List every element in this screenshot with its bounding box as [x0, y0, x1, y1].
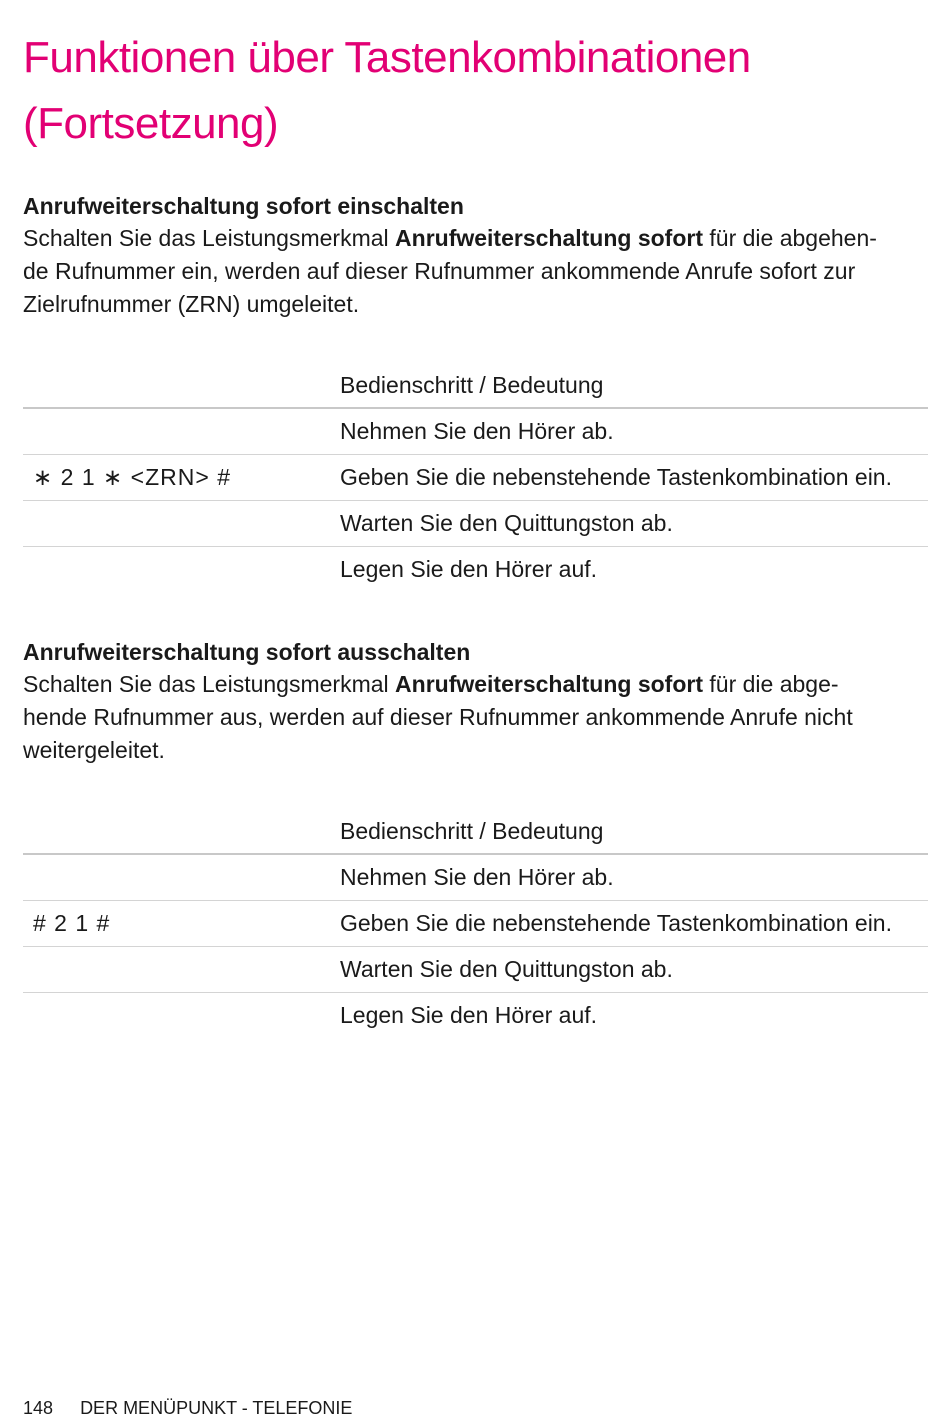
section-heading: Anrufweiterschaltung sofort ausschalten [23, 639, 471, 665]
table-row [23, 501, 928, 547]
key-combination [23, 947, 340, 993]
steps-table [23, 807, 928, 1038]
page-title-line1: Funktionen über Tastenkombinationen [23, 33, 751, 82]
step-text: Warten Sie den Quittungston ab. [340, 501, 928, 547]
key-combination [23, 547, 340, 593]
table-header-row [23, 807, 928, 854]
section-heading: Anrufweiterschaltung sofort einschalten [23, 193, 464, 219]
table-row [23, 901, 928, 947]
key-combination: ∗ 2 1 ∗ <ZRN> # [23, 455, 340, 501]
feature-name: Anrufweiterschaltung sofort [395, 671, 703, 697]
page-footer [23, 1398, 352, 1419]
table-header: Bedienschritt / Bedeutung [340, 807, 928, 854]
step-text: Legen Sie den Hörer auf. [340, 556, 598, 582]
key-combination [23, 993, 340, 1039]
page-title [23, 25, 928, 157]
page-number: 148 [23, 1398, 54, 1418]
table-row [23, 547, 928, 593]
step-text: Nehmen Sie den Hörer ab. [340, 854, 928, 901]
key-combination: # 2 1 # [23, 901, 340, 947]
table-row [23, 455, 928, 501]
section-enable [23, 190, 928, 592]
feature-name: Anrufweiterschaltung sofort [395, 225, 703, 251]
section-description: Schalten Sie das Leistungsmerkmal Anrufweiterschaltung sofort für die abge- hende Rufnummer aus, werden auf dieser Rufnummer ankommende Anrufe nicht weitergeleitet. [23, 671, 853, 763]
step-text: Legen Sie den Hörer auf. [340, 1002, 598, 1028]
step-text: Geben Sie die nebenstehende Tastenkombination ein. [340, 901, 928, 947]
key-combination [23, 854, 340, 901]
table-row [23, 408, 928, 455]
section-description: Schalten Sie das Leistungsmerkmal Anrufweiterschaltung sofort für die abgehen- de Rufnummer ein, werden auf dieser Rufnummer ankommende Anrufe sofort zur Zielrufnummer (ZRN) umgeleitet. [23, 225, 877, 317]
section-disable [23, 636, 928, 1038]
step-text: Geben Sie die nebenstehende Tastenkombination ein. [340, 455, 928, 501]
steps-table [23, 361, 928, 592]
page-title-line2: (Fortsetzung) [23, 99, 279, 148]
document-page [23, 0, 928, 1038]
key-combination [23, 408, 340, 455]
table-header: Bedienschritt / Bedeutung [340, 361, 928, 408]
table-row [23, 993, 928, 1039]
table-header-row [23, 361, 928, 408]
chapter-title: DER MENÜPUNKT - TELEFONIE [80, 1398, 353, 1418]
step-text: Warten Sie den Quittungston ab. [340, 947, 928, 993]
table-row [23, 947, 928, 993]
step-text: Nehmen Sie den Hörer ab. [340, 408, 928, 455]
table-row [23, 854, 928, 901]
key-combination [23, 501, 340, 547]
